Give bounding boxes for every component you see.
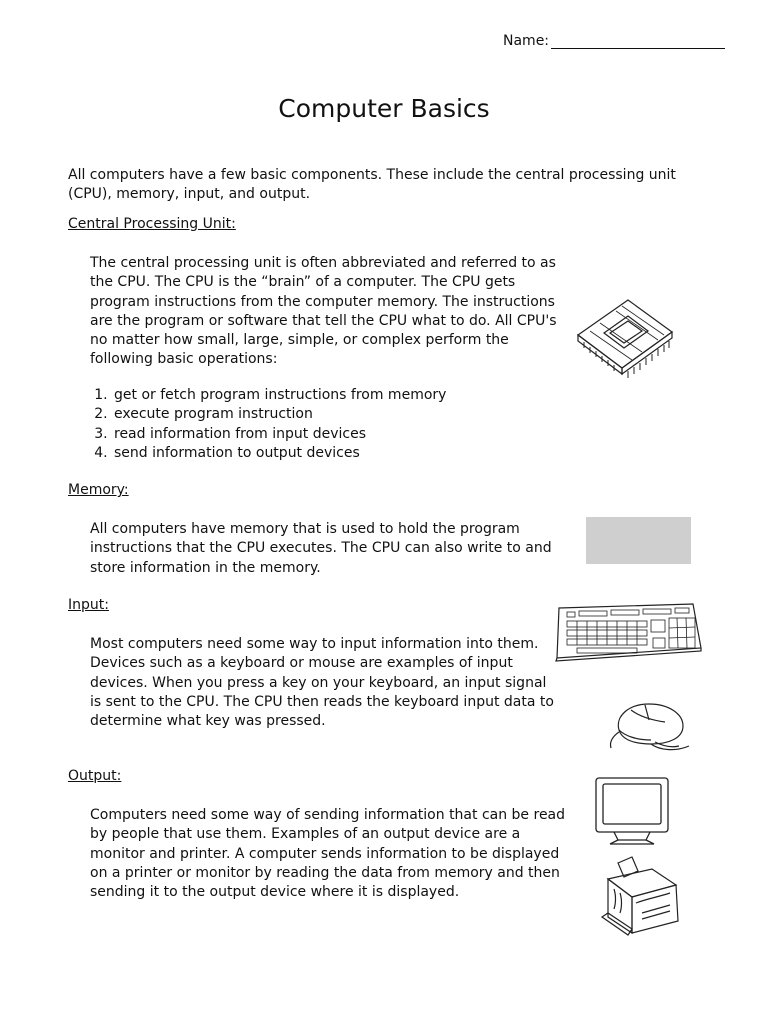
- cpu-operations-list: [90, 386, 572, 463]
- list-item: 1. get or fetch program instructions from memory: [112, 386, 572, 405]
- name-field: [503, 33, 725, 49]
- printer-icon: [598, 855, 688, 937]
- output-heading: Output:: [68, 768, 122, 784]
- input-paragraph: Most computers need some way to input information into them. Devices such as a keyboard or mouse are examples of input devices. When you press a key on your keyboard, an input signal is sent to the CPU. The CPU then reads the keyboard input data to determine what key was pressed.: [90, 636, 554, 730]
- monitor-icon: [592, 774, 672, 846]
- memory-heading: Memory:: [68, 482, 129, 498]
- name-blank-line[interactable]: [551, 34, 725, 49]
- memory-placeholder: [586, 517, 691, 564]
- memory-paragraph: All computers have memory that is used to hold the program instructions that the CPU executes. The CPU can also write to and store information in the memory.: [90, 521, 552, 576]
- name-label: Name:: [503, 33, 550, 49]
- cpu-paragraph: The central processing unit is often abbreviated and referred to as the CPU. The CPU is the “brain” of a computer. The CPU gets program instructions from the computer memory. The instructions are the program or software that tell the CPU what to do. All CPU's no matter how small, large, simple, or complex perform the following basic operations:: [90, 255, 557, 368]
- list-item: 3. read information from input devices: [112, 425, 572, 444]
- list-item: 2. execute program instruction: [112, 405, 572, 424]
- intro-paragraph: All computers have a few basic components. These include the central processing unit (CPU), memory, input, and output.: [68, 167, 676, 203]
- cpu-heading: Central Processing Unit:: [68, 216, 236, 232]
- mouse-icon: [605, 698, 695, 756]
- input-heading: Input:: [68, 597, 109, 613]
- cpu-chip-icon: [570, 290, 680, 385]
- page-title: Computer Basics: [278, 94, 490, 123]
- list-item: 4. send information to output devices: [112, 444, 572, 463]
- output-paragraph: Computers need some way of sending information that can be read by people that use them. Examples of an output device are a monitor and printer. A computer sends information to be displayed on a printer or monitor by reading the data from memory and then sending it to the output device where it is displayed.: [90, 807, 566, 901]
- keyboard-icon: [553, 600, 703, 662]
